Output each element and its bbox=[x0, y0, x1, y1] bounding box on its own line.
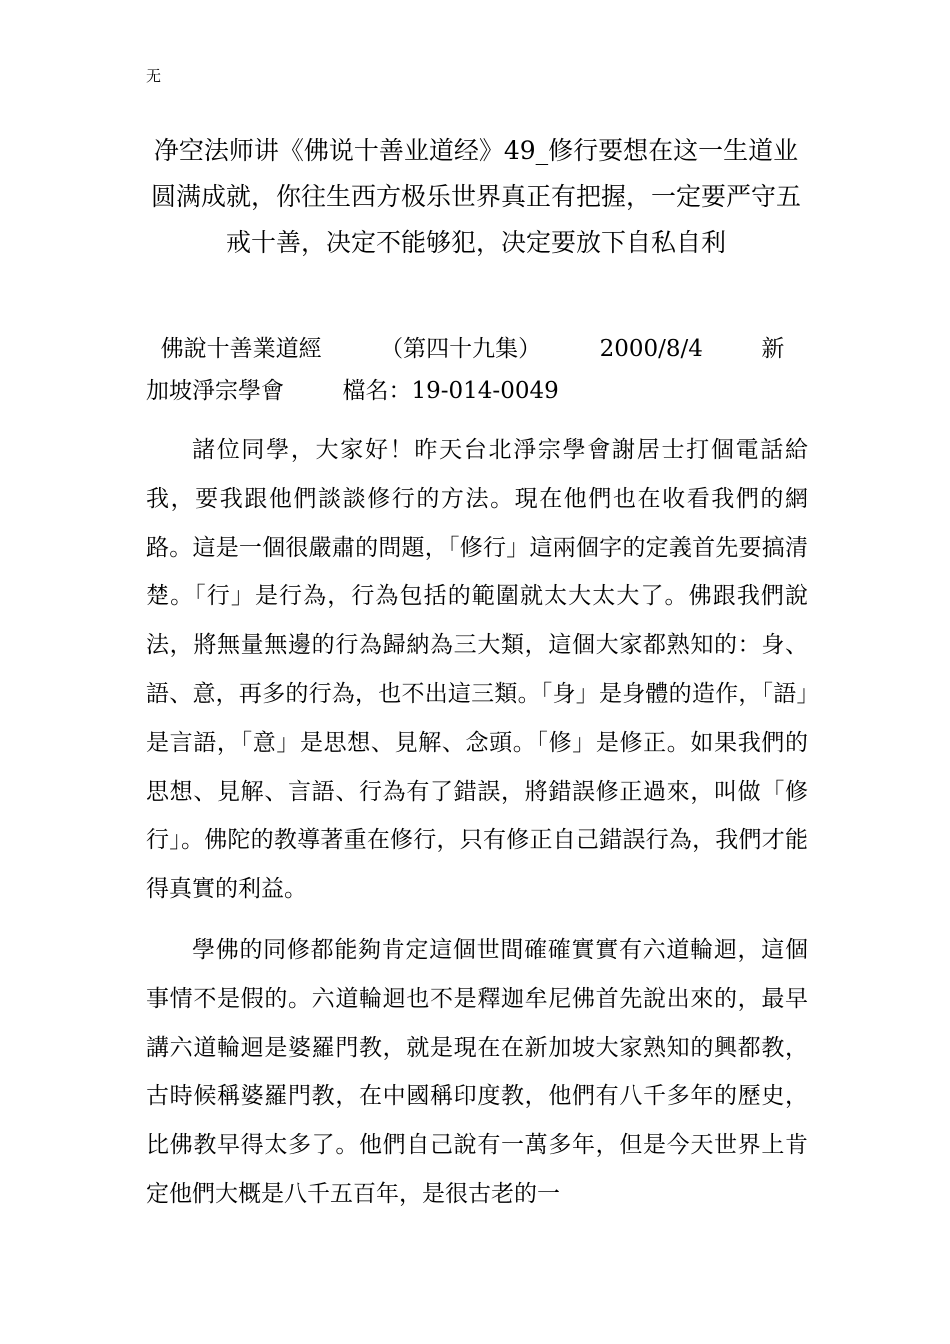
document-meta: 佛說十善業道經 （第四十九集） 2000/8/4 新加坡淨宗學會 檔名：19-014-0049 bbox=[146, 336, 785, 404]
paragraph: 諸位同學，大家好！昨天台北淨宗學會謝居士打個電話給我，要我跟他們談談修行的方法。現在他們也在收看我們的網路。這是一個很嚴肅的問題，「修行」這兩個字的定義首先要搞清楚。「行」是行為，行為包括的範圍就太大太大了。佛跟我們說法，將無量無邊的行為歸納為三大類，這個大家都熟知的：身、語、意，再多的行為，也不出這三類。「身」是身體的造作，「語」是言語，「意」是思想、見解、念頭。「修」是修正。如果我們的思想、見解、言語、行為有了錯誤，將錯誤修正過來，叫做「修行」。佛陀的教導著重在修行，只有修正自己錯誤行為，我們才能得真實的利益。 bbox=[146, 437, 808, 903]
header-mark: 无 bbox=[146, 67, 162, 85]
paragraph: 學佛的同修都能夠肯定這個世間確確實實有六道輪迴，這個事情不是假的。六道輪迴也不是釋迦牟尼佛首先說出來的，最早講六道輪迴是婆羅門教，就是現在在新加坡大家熟知的興都教，古時候稱婆羅門教，在中國稱印度教，他們有八千多年的歷史，比佛教早得太多了。他們自己說有一萬多年，但是今天世界上肯定他們大概是八千五百年，是很古老的一 bbox=[146, 936, 808, 1207]
document-title: 净空法师讲《佛说十善业道经》49_修行要想在这一生道业圆满成就，你往生西方极乐世界真正有把握，一定要严守五戒十善，决定不能够犯，决定要放下自私自利 bbox=[150, 136, 801, 257]
document-body bbox=[146, 426, 808, 1231]
